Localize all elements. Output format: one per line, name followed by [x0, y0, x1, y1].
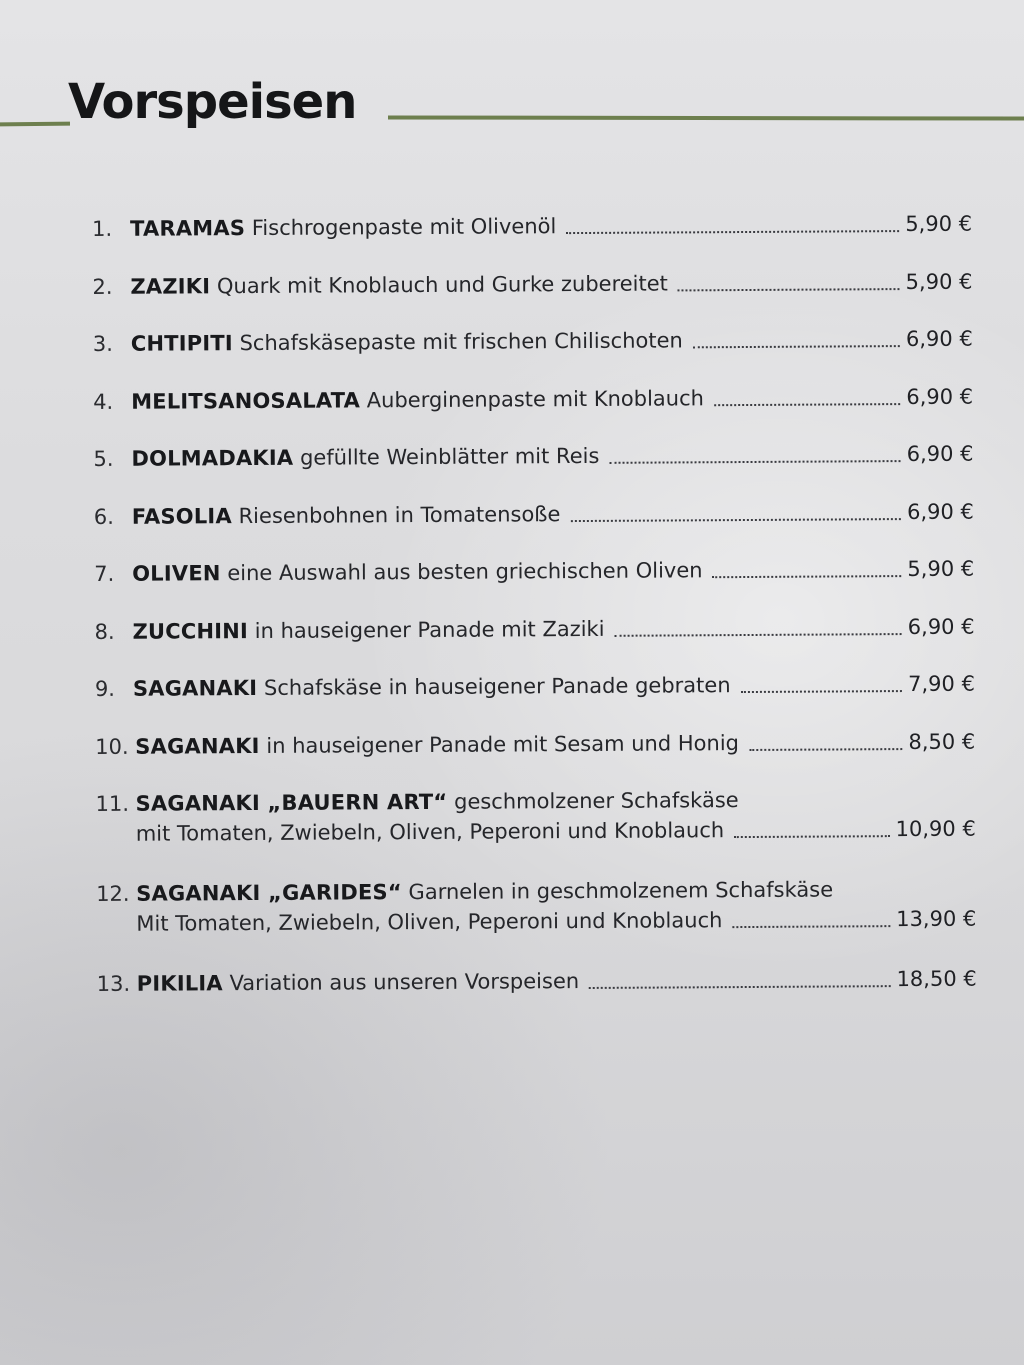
dot-leader	[570, 518, 901, 522]
item-price: 8,50 €	[908, 729, 976, 754]
item-description: geschmolzener Schafskäse	[453, 788, 739, 814]
item-number: 9.	[94, 676, 116, 701]
item-description: in hauseigener Panade mit Sesam und Honig	[266, 730, 740, 758]
menu-item	[93, 324, 973, 359]
item-name: CHTIPITI	[130, 331, 233, 356]
dot-leader	[732, 925, 890, 928]
menu-item	[93, 439, 973, 474]
dot-leader	[749, 748, 903, 751]
item-name: DOLMADAKIA	[131, 445, 294, 471]
item-name: SAGANAKI „GARIDES“	[136, 880, 402, 906]
item-description: Schafskäsepaste mit frischen Chilischoten	[239, 328, 683, 356]
menu-item	[97, 964, 977, 999]
item-name: TARAMAS	[130, 216, 246, 241]
item-number: 7.	[94, 561, 115, 586]
item-description: in hauseigener Panade mit Zaziki	[254, 616, 605, 643]
item-price: 5,90 €	[905, 269, 973, 294]
item-description: Quark mit Knoblauch und Gurke zubereitet	[216, 270, 668, 298]
item-name: FASOLIA	[131, 503, 232, 529]
item-name: PIKILIA	[136, 971, 223, 996]
item-name: ZAZIKI	[130, 273, 211, 299]
dot-leader	[615, 633, 902, 637]
item-number: 11.	[95, 791, 130, 816]
menu-item	[95, 669, 975, 704]
item-name: MELITSANOSALATA	[131, 387, 361, 414]
item-price: 18,50 €	[896, 966, 977, 992]
item-number: 4.	[93, 389, 114, 414]
item-number: 2.	[92, 274, 113, 299]
menu-item	[92, 266, 972, 301]
item-number: 3.	[92, 331, 113, 356]
section-title: Vorspeisen	[68, 74, 357, 130]
dot-leader	[714, 403, 900, 406]
item-number: 8.	[94, 619, 115, 644]
item-number: 10.	[95, 734, 129, 759]
dot-leader	[693, 345, 900, 348]
menu-item	[96, 874, 976, 939]
dot-leader	[609, 460, 900, 464]
menu-item	[94, 496, 974, 531]
dot-leader	[713, 575, 902, 578]
dot-leader	[734, 835, 889, 838]
item-description: Schafskäse in hauseigener Panade gebraten	[263, 673, 731, 700]
item-description: eine Auswahl aus besten griechischen Oliven	[227, 558, 703, 586]
item-price: 5,90 €	[907, 556, 975, 582]
item-price: 6,90 €	[906, 384, 974, 409]
item-price: 6,90 €	[905, 326, 973, 352]
item-price: 6,90 €	[906, 499, 974, 524]
item-price: 6,90 €	[906, 441, 974, 467]
section-header	[0, 72, 1024, 142]
item-name: OLIVEN	[132, 561, 221, 586]
menu-item	[96, 784, 976, 849]
item-price: 5,90 €	[905, 211, 973, 237]
item-description: Fischrogenpaste mit Olivenöl	[251, 214, 557, 241]
item-description: Garnelen in geschmolzenem Schafskäse	[408, 877, 834, 905]
menu-item	[95, 726, 975, 761]
dot-leader	[678, 288, 900, 291]
dot-leader	[589, 985, 890, 989]
item-number: 12.	[96, 881, 130, 906]
menu-item	[94, 611, 974, 646]
item-price: 6,90 €	[907, 614, 975, 639]
item-name: ZUCCHINI	[132, 618, 249, 644]
item-name: SAGANAKI	[135, 733, 260, 759]
menu-item	[92, 209, 972, 244]
dot-leader	[741, 690, 903, 693]
menu-item	[94, 554, 974, 589]
item-description: Riesenbohnen in Tomatensoße	[238, 501, 561, 528]
item-description: Auberginenpaste mit Knoblauch	[366, 385, 705, 412]
item-number: 13.	[96, 971, 131, 996]
item-price: 10,90 €	[895, 816, 976, 842]
menu-list	[92, 209, 977, 1027]
item-price: 13,90 €	[896, 906, 977, 932]
item-description-line2: mit Tomaten, Zwiebeln, Oliven, Peperoni und Knoblauch	[135, 818, 725, 846]
item-description-line2: Mit Tomaten, Zwiebeln, Oliven, Peperoni und Knoblauch	[136, 908, 723, 936]
item-description: gefüllte Weinblätter mit Reis	[299, 443, 600, 470]
header-rule-left	[0, 122, 70, 127]
item-description: Variation aus unseren Vorspeisen	[229, 969, 580, 996]
menu-item	[93, 381, 973, 416]
item-number: 6.	[93, 504, 114, 529]
item-price: 7,90 €	[908, 671, 975, 697]
dot-leader	[566, 230, 899, 234]
item-number: 5.	[93, 446, 114, 471]
item-name: SAGANAKI „BAUERN ART“	[135, 789, 448, 816]
item-number: 1.	[92, 216, 113, 241]
header-rule-right	[388, 115, 1024, 120]
item-name: SAGANAKI	[132, 675, 258, 701]
